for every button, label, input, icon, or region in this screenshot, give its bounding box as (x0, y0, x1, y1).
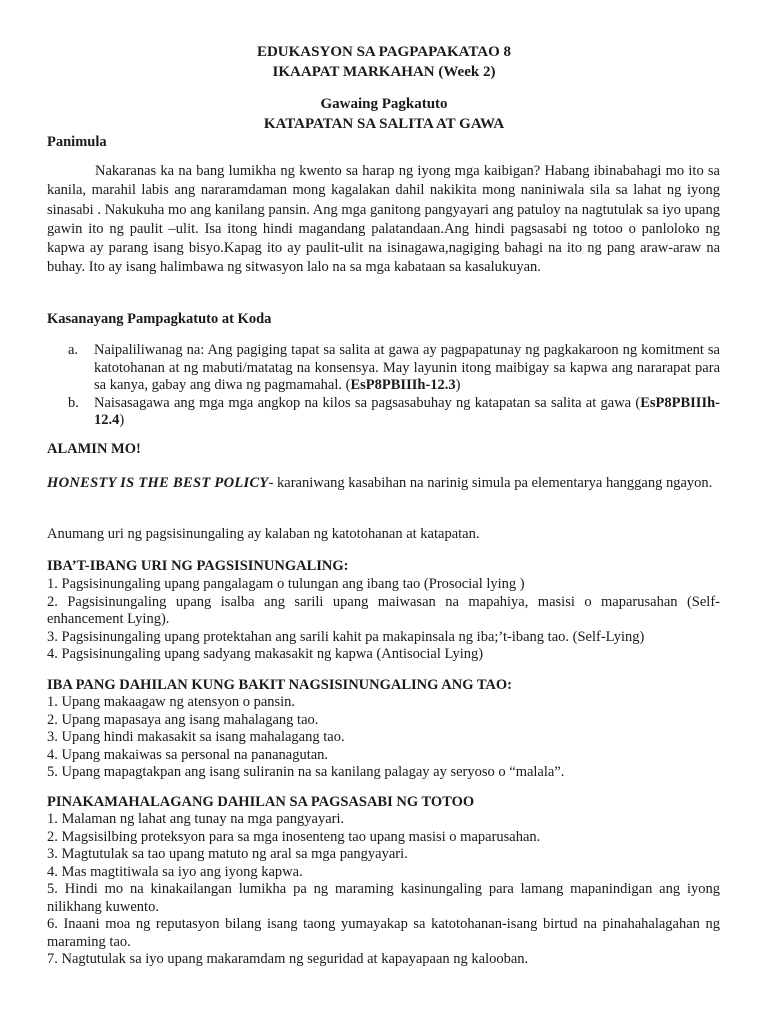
list-item: 2. Magsisilbing proteksyon para sa mga inosenteng tao upang masisi o maparusahan. (47, 828, 541, 845)
activity-title: Gawaing Pagkatuto (320, 96, 448, 112)
list-item: 4. Upang makaiwas sa personal na pananagutan. (47, 746, 329, 763)
totoo-heading: PINAKAMAHALAGANG DAHILAN SA PAGSASABI NG TOTOO (47, 794, 475, 810)
uri-heading: IBA’T-IBANG URI NG PAGSISINUNGALING: (47, 558, 349, 574)
list-item: 3. Upang hindi makasakit sa isang mahalagang tao. (47, 729, 345, 745)
kasanayan-item (68, 395, 720, 430)
kasanayan-heading: Kasanayang Pampagkatuto at Koda (47, 311, 272, 327)
list-item: 1. Malaman ng lahat ang tunay na mga pangyayari. (47, 811, 345, 827)
list-item: 3. Magtutulak sa tao upang matuto ng aral sa mga pangyayari. (47, 846, 408, 862)
item-code: EsP8PBIIIh-12.4 (94, 394, 720, 428)
item-text: Naisasagawa ang mga mga angkop na kilos sa pagsasabuhay ng katapatan sa salita at gawa ( (94, 394, 641, 411)
list-item: 2. Pagsisinungaling upang isalba ang sarili upang maiwasan na mapahiya, masisi o maparusahan (Self-enhancement Lying). (47, 593, 720, 627)
dahilan-list (47, 694, 720, 782)
list-item: 2. Upang mapasaya ang isang mahalagang tao. (47, 711, 319, 728)
uri-list (47, 576, 720, 664)
alamin-statement: Anumang uri ng pagsisinungaling ay kalaban ng katotohanan at katapatan. (47, 526, 480, 542)
panimula-heading: Panimula (47, 134, 107, 150)
list-item: 5. Upang mapagtakpan ang isang suliranin na sa kanilang palagay ay seryoso o “malala”. (47, 764, 565, 780)
policy-phrase: HONESTY IS THE BEST POLICY (47, 475, 269, 491)
item-label: a. (68, 342, 79, 358)
item-close: ) (119, 412, 125, 428)
item-code: EsP8PBIIIh-12.3 (350, 377, 456, 393)
item-label: b. (68, 394, 79, 411)
list-item: 4. Pagsisinungaling upang sadyang makasakit ng kapwa (Antisocial Lying) (47, 646, 484, 662)
list-item: 4. Mas magtitiwala sa iyo ang iyong kapwa. (47, 863, 303, 880)
list-item: 1. Upang makaagaw ng atensyon o pansin. (47, 694, 296, 710)
totoo-list (47, 811, 720, 969)
subject-title: EDUKASYON SA PAGPAPAKATAO 8 (256, 44, 512, 60)
item-close: ) (455, 377, 461, 393)
panimula-paragraph: Nakaranas ka na bang lumikha ng kwento sa harap ng iyong mga kaibigan? Habang ibinabahagi mo ito sa kanila, marahil labis ang nararamdaman mong kagalakan dahil nakikita mong naniniwala sila sa lahat ng iyong sinasabi . Nakukuha mo ang kanilang pansin. Ang mga ganitong pangyayari ang patuloy na nagtutulak sa iyo upang gawin ito ng paulit –ulit. Isa itong hindi magandang palatandaan.Ang hindi pagsasabi ng totoo o panloloko ng kapwa ay parang isang bisyo.Kapag ito ay paulit-ulit na isinagawa,nagiging bahagi na ito ng pang araw-araw na buhay. Ito ay isang halimbawa ng sitwasyon lalo na sa mga kabataan sa kasalukuyan. (47, 163, 720, 276)
list-item: 3. Pagsisinungaling upang protektahan ang sarili kahit pa makapinsala ng iba;’t-ibang tao. (Self-Lying) (47, 628, 645, 645)
dahilan-heading: IBA PANG DAHILAN KUNG BAKIT NAGSISINUNGALING ANG TAO: (47, 677, 513, 693)
alamin-heading: ALAMIN MO! (47, 441, 141, 457)
list-item: 6. Inaani moa ng reputasyon bilang isang taong yumayakap sa katotohanan-isang birtud na pinahahalagahan ng maraming tao. (47, 916, 720, 950)
kasanayan-list (68, 342, 720, 430)
list-item: 1. Pagsisinungaling upang pangalagam o tulungan ang ibang tao (Prosocial lying ) (47, 576, 525, 592)
kasanayan-item (68, 342, 720, 395)
policy-paragraph (47, 474, 720, 493)
quarter-title: IKAAPAT MARKAHAN (Week 2) (272, 64, 496, 80)
item-text: Naipaliliwanag na: Ang pagiging tapat sa salita at gawa ay pagpapatunay ng pagkakaroon ng komitment sa katotohanan at ng mabuti/matatag na konsensya. May layunin itong maibigay sa kapwa ang nararapat para sa kanya, gabay ang diwa ng pagmamahal. ( (94, 342, 720, 393)
topic-title: KATAPATAN SA SALITA AT GAWA (263, 116, 505, 132)
list-item: 5. Hindi mo na kinakailangan lumikha pa ng maraming kasinungaling para lamang mapanindigan ang iyong nilikhang kuwento. (47, 881, 720, 915)
list-item: 7. Nagtutulak sa iyo upang makaramdam ng seguridad at kapayapaan ng kalooban. (47, 951, 529, 967)
policy-text: - karaniwang kasabihan na narinig simula pa elementarya hanggang ngayon. (268, 475, 713, 491)
